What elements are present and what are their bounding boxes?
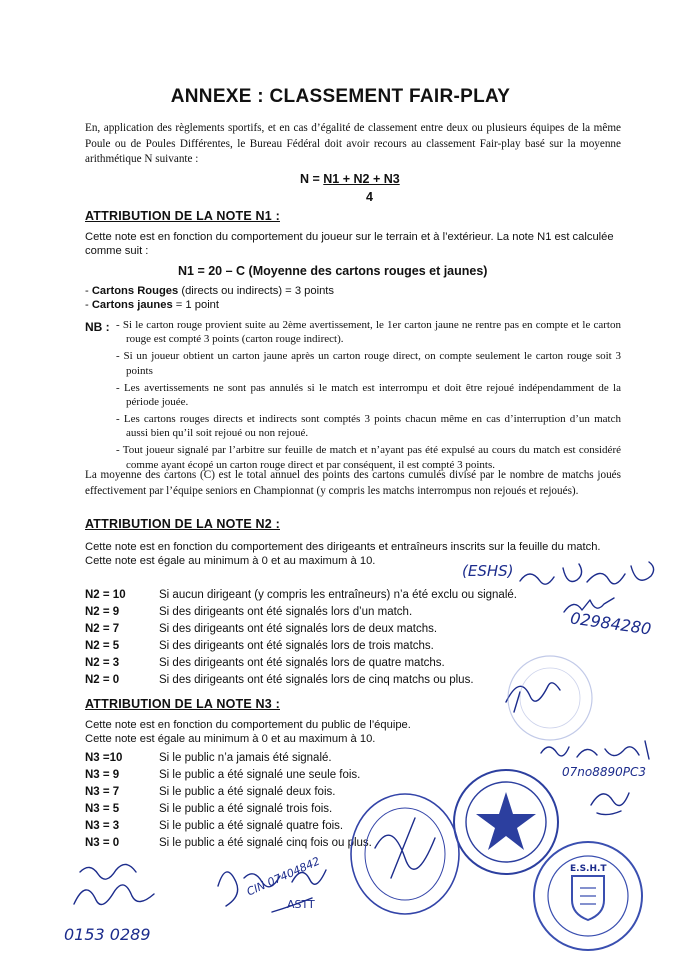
n2-range-line: Cette note est égale au minimum à 0 et au maximum à 10.: [85, 555, 376, 567]
nb-item: - Si un joueur obtient un carton jaune après un carton rouge direct, on compte seulement le carton rouge soit 3 points: [116, 350, 621, 377]
n3-condition: Si le public a été signalé trois fois.: [159, 803, 333, 815]
nb-list: [116, 318, 621, 475]
heading-n2: ATTRIBUTION DE LA NOTE N2 :: [85, 517, 280, 531]
n2-value: N2 = 10: [85, 589, 126, 601]
handwritten-id-number: CIN 07404842: [244, 854, 322, 899]
page-title: ANNEXE : CLASSEMENT FAIR-PLAY: [170, 86, 511, 107]
nb-item: - Tout joueur signalé par l’arbitre sur feuille de match et n’ayant pas été expulsé au cours du match est considéré comme ayant écopé un carton rouge direct et par conséquent, il est compté 3 points.: [116, 444, 621, 471]
nb-item: - Si le carton rouge provient suite au 2ème avertissement, le 1er carton jaune ne rentre pas en compte et le carton rouge est compté 3 points (carton rouge indirect).: [116, 319, 621, 346]
eshs-club-stamp: [528, 838, 648, 954]
stamp-label-left: ASTT: [287, 898, 315, 911]
yellow-cards-rule: = 1 point: [172, 299, 220, 311]
n3-condition: Si le public a été signalé quatre fois.: [159, 820, 344, 832]
heading-n1: ATTRIBUTION DE LA NOTE N1 :: [85, 209, 280, 223]
nb-item: - Les avertissements ne sont pas annulés si le match est interrompu et doit être rejoué indépendamment de la période jouée.: [116, 381, 621, 409]
red-cards-line: - Cartons Rouges (directs ou indirects) = 3 points: [85, 285, 335, 297]
nb-item: - Les cartons rouges directs et indirects sont comptés 3 points chacun même en cas d’interruption d’un match aussi bien qu’il soit rejoué ou non rejoué.: [116, 412, 621, 440]
card-points: [85, 284, 625, 312]
n2-condition: Si aucun dirigeant (y compris les entraîneurs) n’a été exclu ou signalé.: [159, 589, 517, 601]
n1-formula: N1 = 20 – C (Moyenne des cartons rouges et jaunes): [178, 264, 488, 278]
nb-label: NB :: [85, 320, 110, 334]
handwritten-phone-left: 0153 0289: [64, 925, 151, 944]
n2-value: N2 = 7: [85, 623, 120, 635]
n2-desc-line: Cette note est en fonction du comportement des dirigeants et entraîneurs inscrits sur la feuille du match.: [85, 541, 601, 553]
n2-condition: Si des dirigeants ont été signalés lors de deux matchs.: [159, 623, 438, 635]
n3-value: N3 = 5: [85, 803, 120, 815]
n2-value: N2 = 9: [85, 606, 120, 618]
red-cards-label: Cartons Rouges: [91, 285, 179, 297]
n3-desc-line: Cette note est en fonction du comportement du public de l’équipe.: [85, 719, 411, 731]
formula-denominator: 4: [366, 190, 373, 204]
n2-condition: Si des dirigeants ont été signalés lors d’un match.: [159, 606, 413, 618]
n2-value: N2 = 5: [85, 640, 120, 652]
n3-condition: Si le public a été signalé cinq fois ou plus.: [159, 837, 372, 849]
n2-condition: Si des dirigeants ont été signalés lors de quatre matchs.: [159, 657, 445, 669]
signature-bottom-left: [60, 858, 190, 928]
n1-description: Cette note est en fonction du comportement du joueur sur le terrain et à l’extérieur. La note N1 est calculée comme suit :: [85, 231, 614, 257]
arabic-signature-right: [535, 735, 665, 765]
n3-condition: Si le public a été signalé deux fois.: [159, 786, 336, 798]
club-stamp-faded: [500, 648, 600, 748]
stamp-label-right: E.S.H.T: [570, 864, 607, 874]
n2-condition: Si des dirigeants ont été signalés lors de cinq matchs ou plus.: [159, 674, 474, 686]
n3-value: N3 = 0: [85, 837, 120, 849]
n3-range-line: Cette note est égale au minimum à 0 et au maximum à 10.: [85, 733, 376, 745]
heading-n3: ATTRIBUTION DE LA NOTE N3 :: [85, 697, 280, 711]
n2-value: N2 = 0: [85, 674, 120, 686]
handwritten-phone-top: 02984280: [569, 608, 653, 639]
intro-paragraph: En, application des règlements sportifs, et en cas d’égalité de classement entre deux ou plusieurs équipes de la même Poule ou de Poules Différentes, le Bureau Fédéral doit avoir recours au classement Fair-play basé sur la moyenne arithmétique N suivante :: [85, 122, 621, 165]
signature-mark-right: [585, 785, 635, 820]
n3-condition: Si le public a été signalé une seule fois.: [159, 769, 361, 781]
n3-condition: Si le public n’a jamais été signalé.: [159, 752, 332, 764]
formula-numerator: N1 + N2 + N3: [323, 172, 400, 186]
yellow-cards-line: - Cartons jaunes = 1 point: [85, 299, 220, 311]
n3-value: N3 = 9: [85, 769, 120, 781]
formula-n: [300, 172, 400, 204]
signature-bottom-center: [212, 852, 342, 932]
n3-value: N3 =10: [85, 752, 123, 764]
formula-lhs: N =: [300, 172, 324, 186]
n2-scale-row: [85, 623, 625, 640]
n3-value: N3 = 7: [85, 786, 120, 798]
n2-value: N2 = 3: [85, 657, 120, 669]
yellow-cards-label: Cartons jaunes: [91, 299, 173, 311]
club-stamp-center: [345, 788, 465, 918]
n2-scale-row: [85, 606, 625, 623]
average-paragraph: La moyenne des cartons (C) est le total annuel des points des cartons cumulés divisé par le nombre de matchs joués effectivement par l’équipe seniors en Championnat (y compris les matchs interrompus non rejoués et rejoués).: [85, 469, 621, 497]
n3-value: N3 = 3: [85, 820, 120, 832]
red-cards-rule: (directs ou indirects) = 3 points: [178, 285, 335, 297]
arabic-signature-top: [515, 556, 665, 596]
n2-condition: Si des dirigeants ont été signalés lors de trois matchs.: [159, 640, 434, 652]
handwritten-phone-mid: 07no8890PC3: [562, 765, 647, 779]
handwritten-club-code: (ESHS): [462, 562, 514, 580]
